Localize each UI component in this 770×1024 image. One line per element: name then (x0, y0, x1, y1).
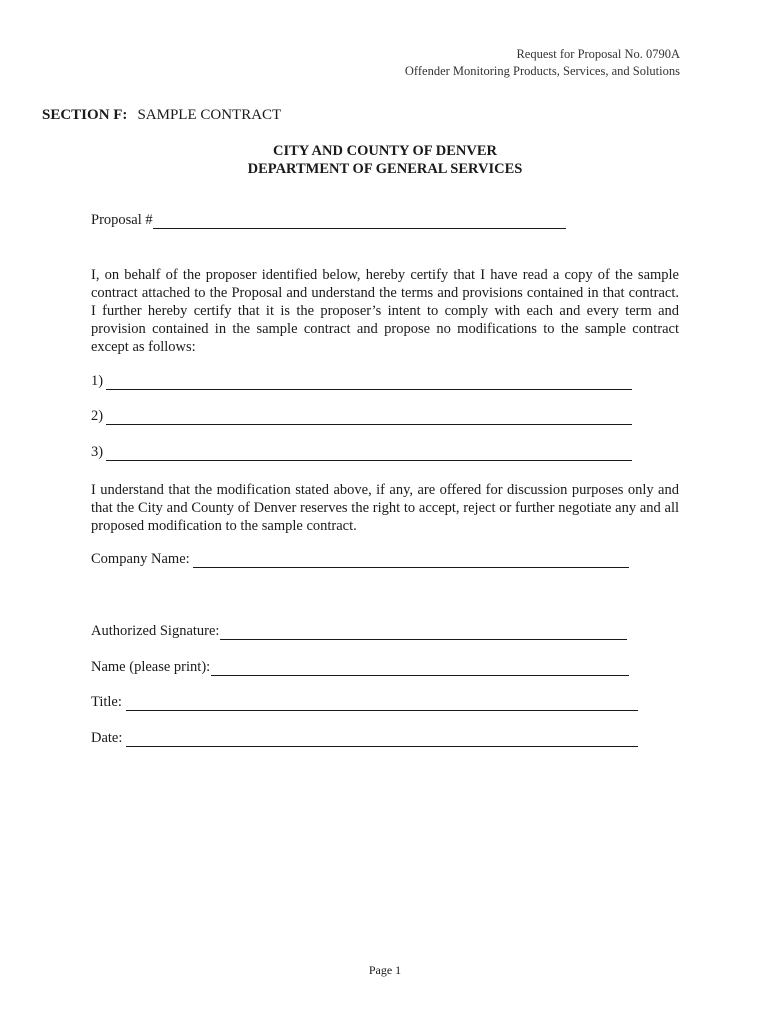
title-field[interactable] (126, 695, 638, 711)
title-label: Title: (91, 694, 122, 710)
section-label: SECTION F: (42, 107, 128, 123)
certification-paragraph: I, on behalf of the proposer identified below, hereby certify that I have read a copy of the sample contract attached to the Proposal and understand the terms and provisions contained in that contract. I further hereby certify that it is the proposer’s intent to comply with each and every term and provision contained in the sample contract and propose no modifications to the sample contract except as follows: (91, 267, 679, 355)
proposal-number-label: Proposal # (91, 212, 153, 228)
authorized-signature-row (91, 623, 627, 640)
title-department: DEPARTMENT OF GENERAL SERVICES (247, 161, 523, 177)
date-label: Date: (91, 730, 123, 746)
printed-name-row (91, 659, 629, 676)
modification-row-3 (91, 444, 632, 461)
proposal-number-field[interactable] (153, 213, 566, 229)
rfp-subject: Offender Monitoring Products, Services, and Solutions (404, 64, 680, 78)
page-header (405, 46, 680, 80)
company-name-label: Company Name: (91, 551, 190, 567)
understanding-paragraph: I understand that the modification stated above, if any, are offered for discussion purposes only and that the City and County of Denver reserves the right to accept, reject or further negotiate any and all proposed modification to the sample contract. (91, 482, 679, 534)
page-number: Page 1 (368, 963, 402, 977)
rfp-number: Request for Proposal No. 0790A (516, 47, 680, 61)
date-field[interactable] (126, 731, 638, 747)
date-row (91, 730, 638, 747)
authorized-signature-field[interactable] (220, 624, 627, 640)
title-city-county: CITY AND COUNTY OF DENVER (273, 143, 497, 159)
modification-label-1: 1) (91, 373, 104, 389)
modification-row-1 (91, 373, 632, 390)
section-title: SAMPLE CONTRACT (137, 107, 282, 123)
modification-field-3[interactable] (106, 445, 632, 461)
modification-label-2: 2) (91, 408, 104, 424)
printed-name-label: Name (please print): (91, 659, 211, 675)
company-name-row (91, 551, 629, 568)
title-row (91, 694, 638, 711)
modification-field-1[interactable] (106, 374, 632, 390)
company-name-field[interactable] (193, 552, 629, 568)
modification-label-3: 3) (91, 444, 104, 460)
printed-name-field[interactable] (211, 660, 629, 676)
proposal-number-row (91, 212, 566, 229)
authorized-signature-label: Authorized Signature: (91, 623, 220, 639)
modification-row-2 (91, 408, 632, 425)
section-heading (42, 107, 281, 124)
modification-field-2[interactable] (106, 409, 632, 425)
